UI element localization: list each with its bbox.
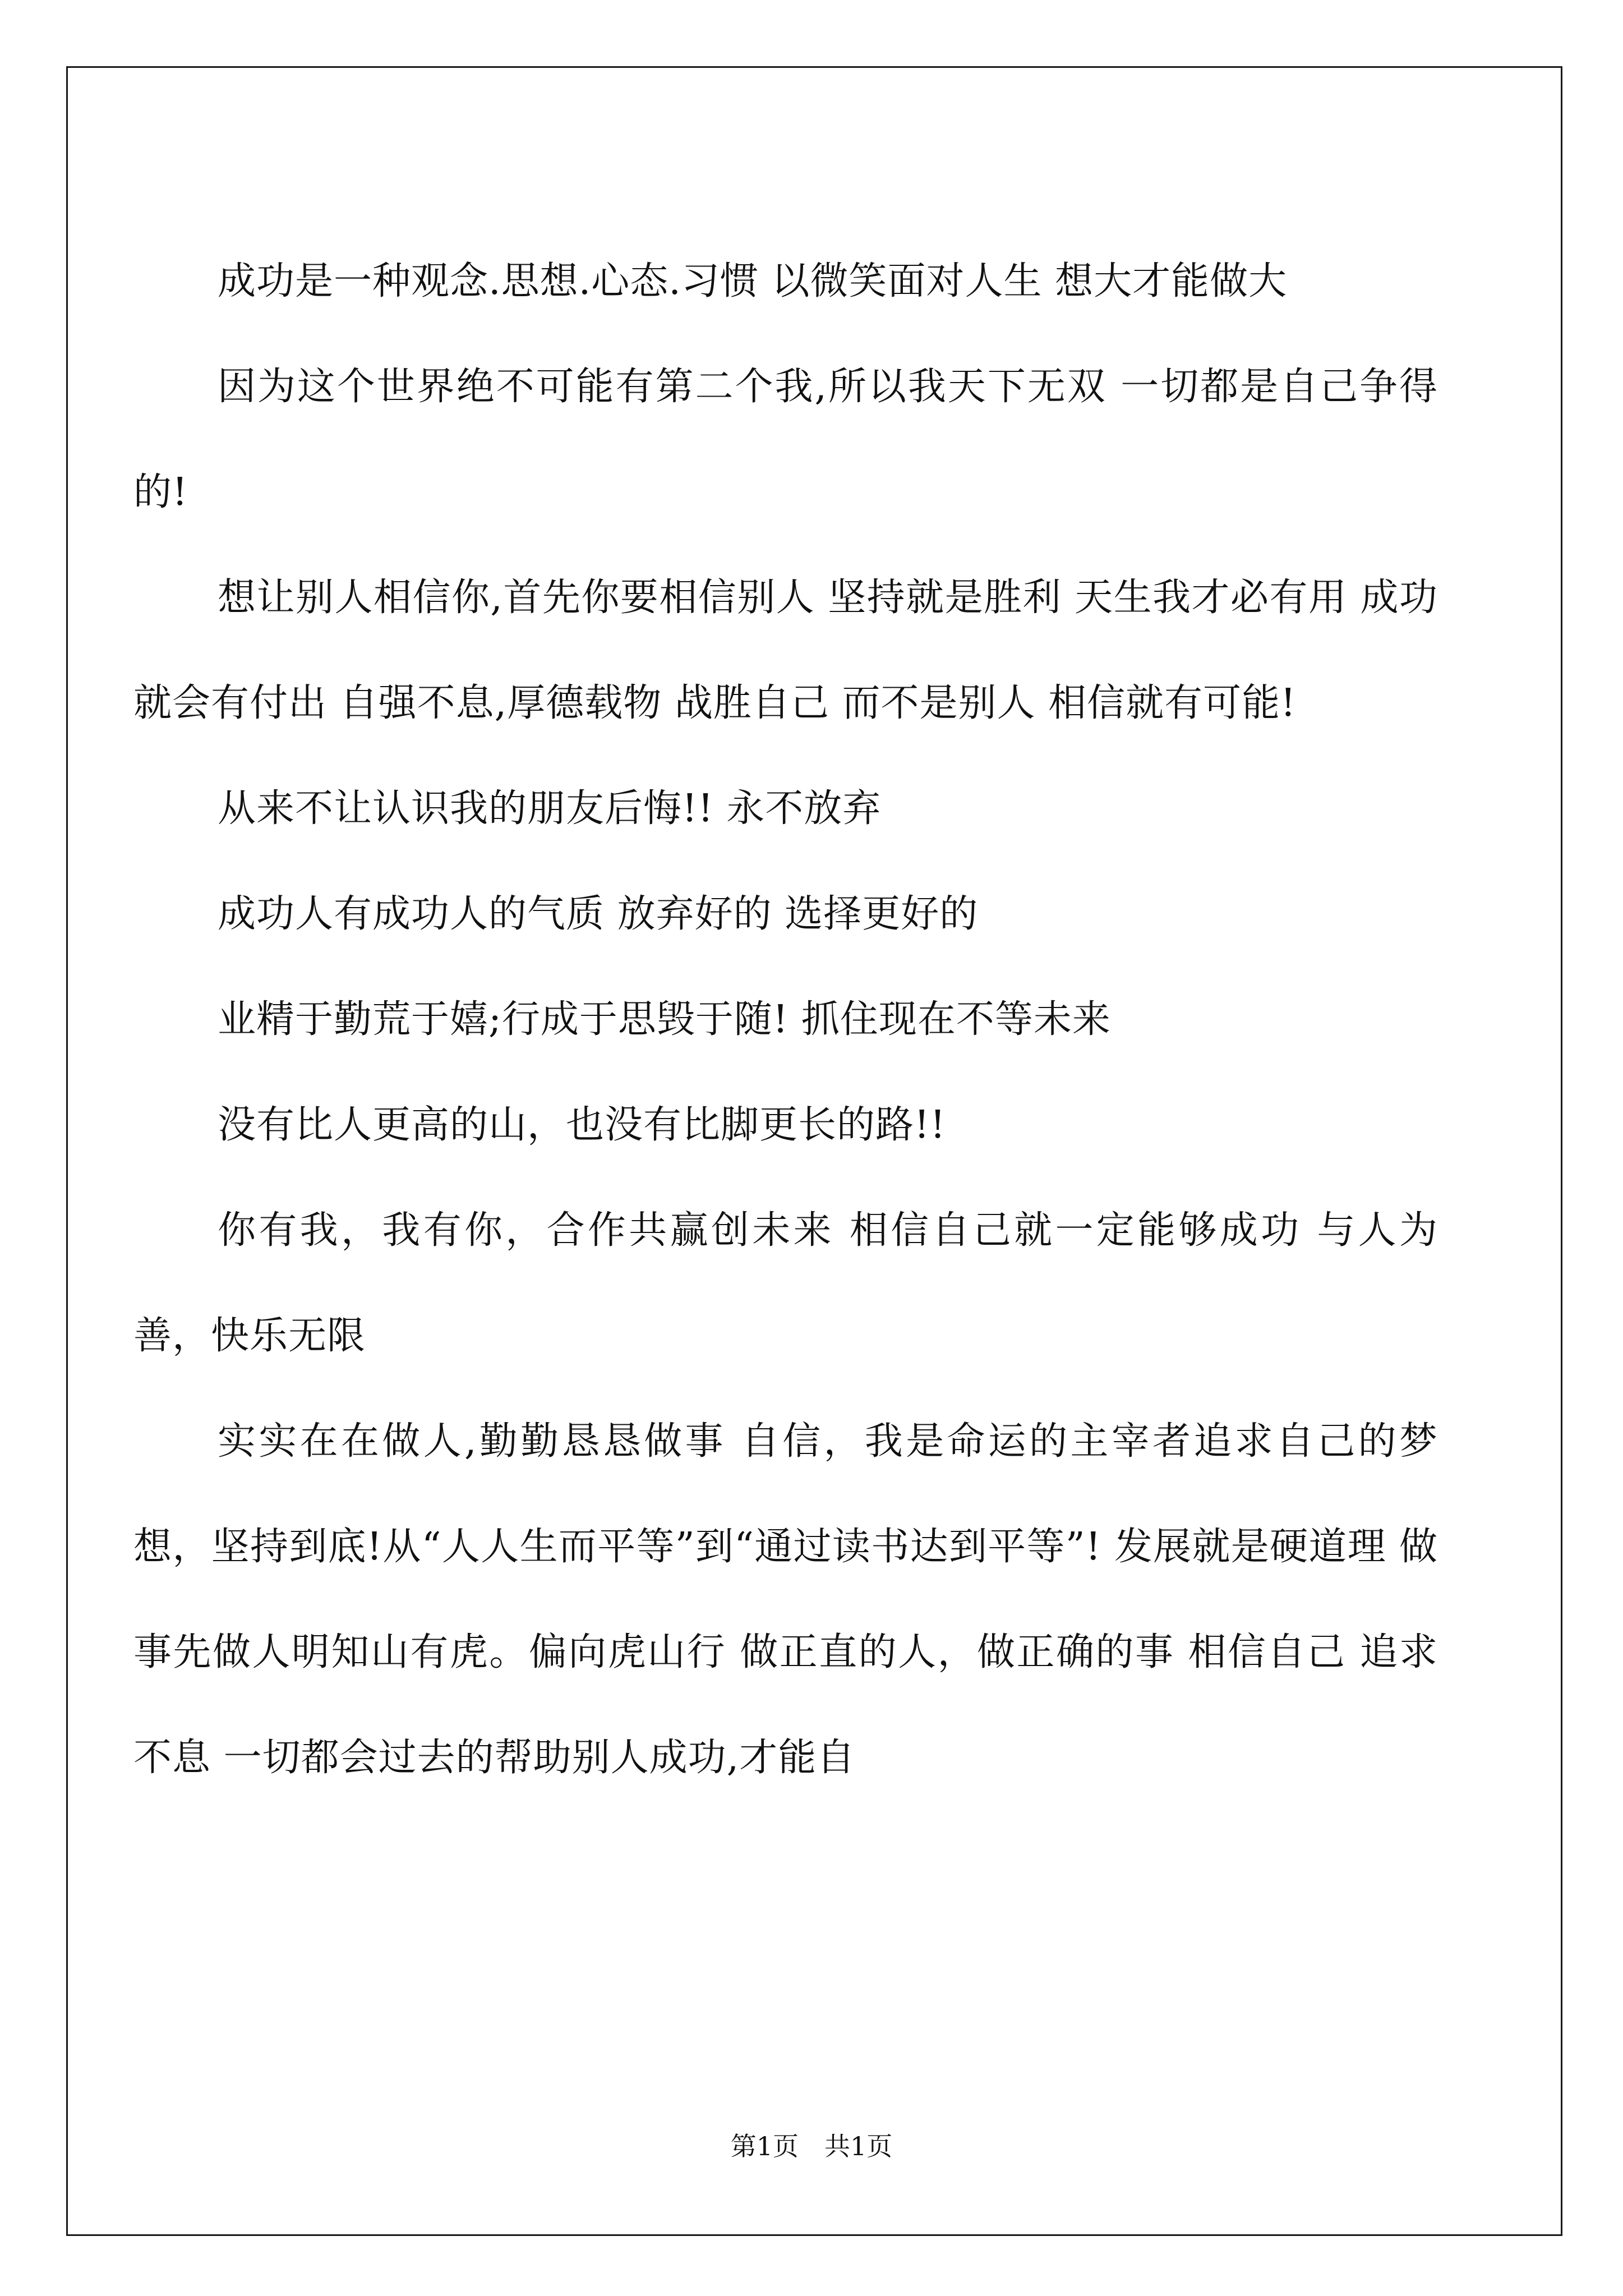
paragraph-4: 从来不让认识我的朋友后悔!! 永不放弃	[218, 786, 882, 831]
page-footer: 第1页 共1页	[730, 2131, 893, 2161]
document-body	[133, 229, 1438, 1811]
paragraph-9: 实实在在做人,勤勤恳恳做事 自信，我是命运的主宰者追求自己的梦想，坚持到底!从“人人生而平等”到“通过读书达到平等”! 发展就是硬道理 做事先做人明知山有虎。偏向虎山行 做正直的人，做正确的事 相信自己 追求不息 一切都会过去的帮助别人成功,才能自	[133, 1419, 1438, 1780]
paragraph-6: 业精于勤荒于嬉;行成于思毁于随! 抓住现在不等未来	[218, 997, 1111, 1042]
paragraph-5: 成功人有成功人的气质 放弃好的 选择更好的	[218, 892, 979, 936]
paragraph-8: 你有我，我有你，合作共赢创未来 相信自己就一定能够成功 与人为善，快乐无限	[133, 1208, 1438, 1358]
paragraph-1: 成功是一种观念.思想.心态.习惯 以微笑面对人生 想大才能做大	[218, 259, 1288, 303]
paragraph-7: 没有比人更高的山，也没有比脚更长的路!!	[218, 1103, 946, 1147]
paragraph-2: 因为这个世界绝不可能有第二个我,所以我天下无双 一切都是自己争得的!	[133, 365, 1438, 514]
paragraph-3: 想让别人相信你,首先你要相信别人 坚持就是胜利 天生我才必有用 成功就会有付出 自强不息,厚德载物 战胜自己 而不是别人 相信就有可能!	[133, 576, 1438, 725]
